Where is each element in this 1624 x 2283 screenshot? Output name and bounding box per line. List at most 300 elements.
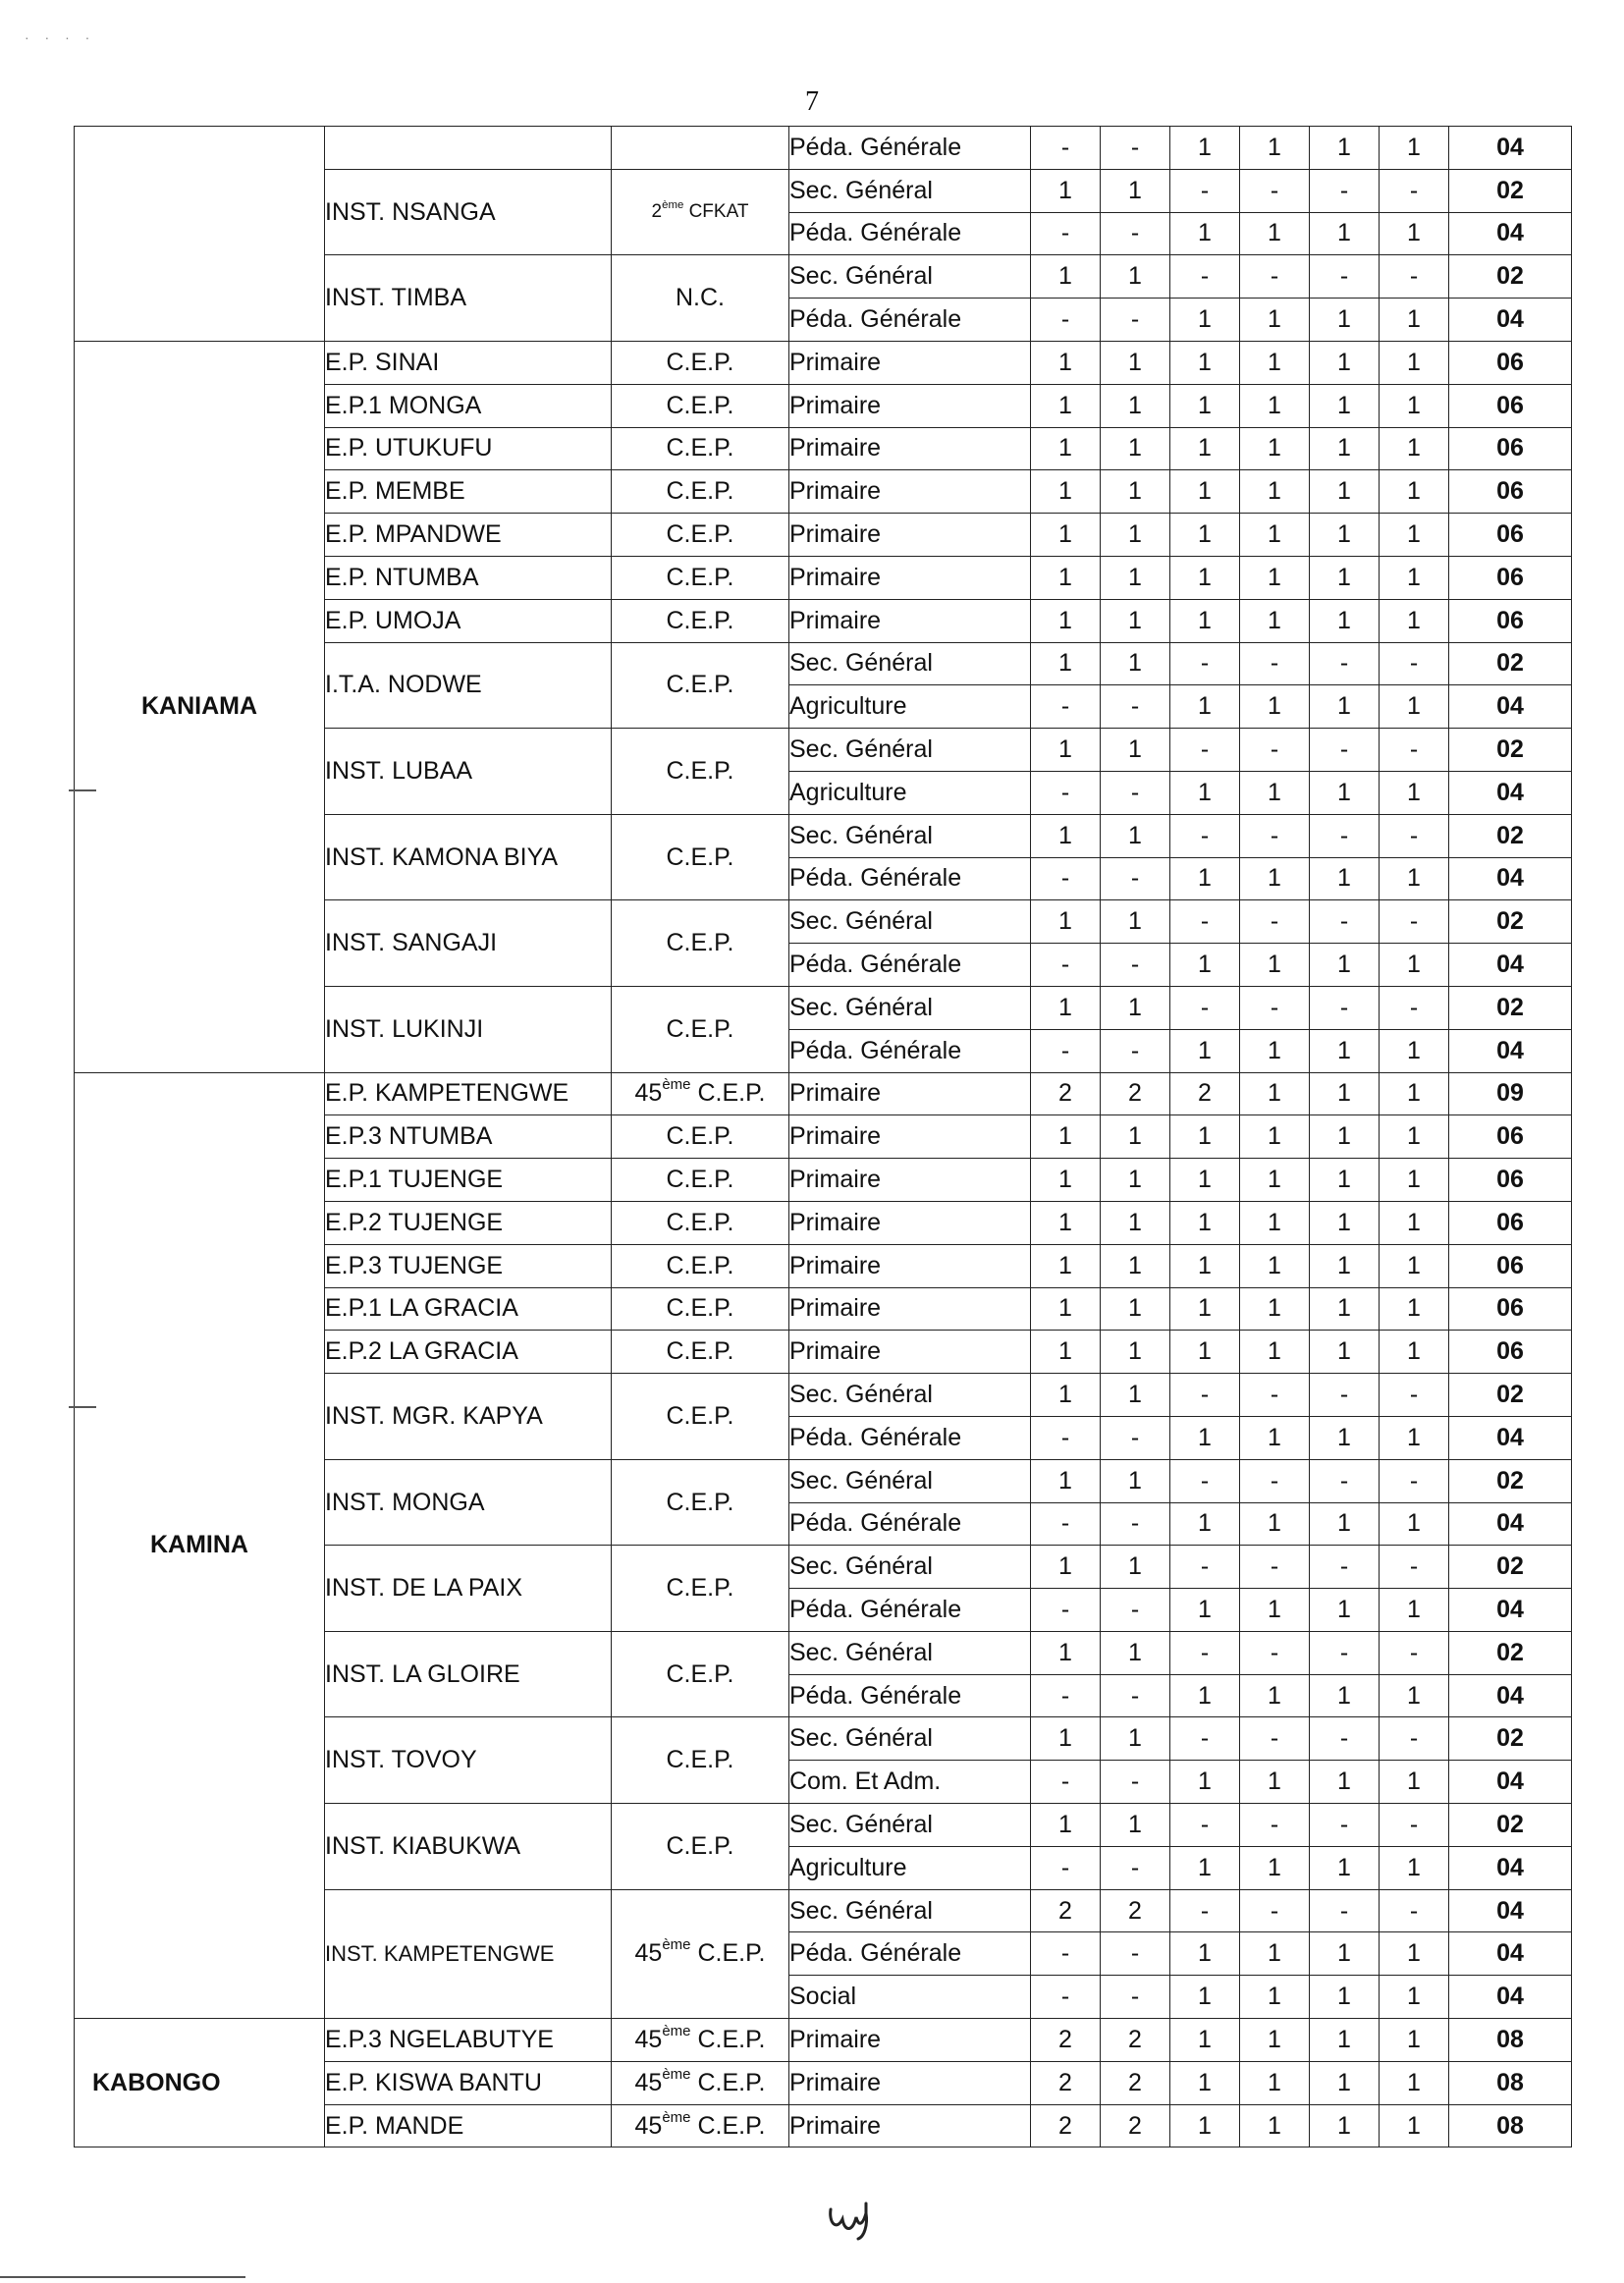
group-cell: C.E.P. bbox=[612, 470, 789, 514]
class-count-cell: - bbox=[1031, 1846, 1101, 1889]
class-count-cell: 1 bbox=[1240, 1029, 1310, 1072]
class-count-cell: 1 bbox=[1240, 1416, 1310, 1459]
class-count-cell: - bbox=[1240, 642, 1310, 685]
class-count-cell: - bbox=[1380, 900, 1449, 944]
group-cell: C.E.P. bbox=[612, 642, 789, 729]
class-count-cell: 1 bbox=[1101, 514, 1170, 557]
class-count-cell: - bbox=[1240, 1546, 1310, 1589]
class-count-cell: 1 bbox=[1380, 556, 1449, 599]
section-cell: Péda. Générale bbox=[789, 1674, 1031, 1717]
class-count-cell: 1 bbox=[1170, 1244, 1240, 1287]
school-name-cell: INST. LA GLOIRE bbox=[325, 1631, 612, 1717]
total-cell: 04 bbox=[1449, 1674, 1572, 1717]
section-cell: Sec. Général bbox=[789, 1717, 1031, 1761]
class-count-cell: - bbox=[1240, 255, 1310, 299]
group-cell: C.E.P. bbox=[612, 427, 789, 470]
class-count-cell: 1 bbox=[1240, 771, 1310, 814]
school-name-cell: E.P. NTUMBA bbox=[325, 556, 612, 599]
group-cell bbox=[612, 127, 789, 170]
total-cell: 02 bbox=[1449, 986, 1572, 1029]
section-cell: Primaire bbox=[789, 1201, 1031, 1244]
class-count-cell: 1 bbox=[1240, 1932, 1310, 1976]
class-count-cell: 1 bbox=[1240, 1589, 1310, 1632]
section-cell: Primaire bbox=[789, 2061, 1031, 2104]
class-count-cell: 1 bbox=[1031, 729, 1101, 772]
class-count-cell: - bbox=[1101, 1932, 1170, 1976]
class-count-cell: 1 bbox=[1240, 1846, 1310, 1889]
class-count-cell: 1 bbox=[1170, 1932, 1240, 1976]
class-count-cell: 1 bbox=[1380, 1115, 1449, 1159]
group-cell: C.E.P. bbox=[612, 341, 789, 384]
class-count-cell: 1 bbox=[1031, 1244, 1101, 1287]
class-count-cell: - bbox=[1170, 255, 1240, 299]
total-cell: 08 bbox=[1449, 2104, 1572, 2147]
total-cell: 06 bbox=[1449, 1201, 1572, 1244]
class-count-cell: 1 bbox=[1310, 944, 1380, 987]
section-cell: Sec. Général bbox=[789, 169, 1031, 212]
class-count-cell: 1 bbox=[1380, 1589, 1449, 1632]
school-name-cell: INST. KAMPETENGWE bbox=[325, 1889, 612, 2018]
group-cell: C.E.P. bbox=[612, 1201, 789, 1244]
class-count-cell: 1 bbox=[1101, 642, 1170, 685]
section-cell: Primaire bbox=[789, 1287, 1031, 1331]
class-count-cell: 1 bbox=[1310, 1287, 1380, 1331]
class-count-cell: - bbox=[1031, 944, 1101, 987]
section-cell: Sec. Général bbox=[789, 986, 1031, 1029]
class-count-cell: 1 bbox=[1240, 1331, 1310, 1374]
class-count-cell: 1 bbox=[1240, 944, 1310, 987]
school-name-cell: E.P.1 LA GRACIA bbox=[325, 1287, 612, 1331]
class-count-cell: - bbox=[1101, 299, 1170, 342]
class-count-cell: 1 bbox=[1170, 1846, 1240, 1889]
class-count-cell: - bbox=[1240, 729, 1310, 772]
class-count-cell: 1 bbox=[1170, 1761, 1240, 1804]
class-count-cell: 1 bbox=[1380, 470, 1449, 514]
territory-cell bbox=[75, 127, 325, 342]
class-count-cell: - bbox=[1031, 857, 1101, 900]
group-cell: C.E.P. bbox=[612, 1459, 789, 1546]
class-count-cell: - bbox=[1310, 1889, 1380, 1932]
school-name-cell: E.P. SINAI bbox=[325, 341, 612, 384]
class-count-cell: 1 bbox=[1310, 1589, 1380, 1632]
class-count-cell: 1 bbox=[1240, 427, 1310, 470]
total-cell: 02 bbox=[1449, 1804, 1572, 1847]
class-count-cell: 1 bbox=[1170, 1029, 1240, 1072]
class-count-cell: 1 bbox=[1310, 1159, 1380, 1202]
class-count-cell: - bbox=[1170, 1374, 1240, 1417]
group-cell: C.E.P. bbox=[612, 1546, 789, 1632]
section-cell: Sec. Général bbox=[789, 1631, 1031, 1674]
section-cell: Péda. Générale bbox=[789, 1416, 1031, 1459]
class-count-cell: 1 bbox=[1170, 1502, 1240, 1546]
total-cell: 06 bbox=[1449, 1244, 1572, 1287]
class-count-cell: 1 bbox=[1101, 1331, 1170, 1374]
class-count-cell: 1 bbox=[1031, 169, 1101, 212]
total-cell: 08 bbox=[1449, 2061, 1572, 2104]
section-cell: Sec. Général bbox=[789, 255, 1031, 299]
class-count-cell: 1 bbox=[1101, 384, 1170, 427]
class-count-cell: - bbox=[1240, 814, 1310, 857]
class-count-cell: - bbox=[1101, 127, 1170, 170]
school-name-cell: INST. LUBAA bbox=[325, 729, 612, 815]
class-count-cell: - bbox=[1310, 814, 1380, 857]
school-name-cell: INST. MGR. KAPYA bbox=[325, 1374, 612, 1460]
group-cell: 45ème C.E.P. bbox=[612, 2019, 789, 2062]
section-cell: Sec. Général bbox=[789, 729, 1031, 772]
class-count-cell: 1 bbox=[1310, 2061, 1380, 2104]
class-count-cell: 1 bbox=[1101, 1201, 1170, 1244]
class-count-cell: 1 bbox=[1240, 1201, 1310, 1244]
class-count-cell: 1 bbox=[1310, 1029, 1380, 1072]
class-count-cell: - bbox=[1310, 900, 1380, 944]
class-count-cell: 1 bbox=[1310, 1201, 1380, 1244]
school-name-cell: E.P.2 TUJENGE bbox=[325, 1201, 612, 1244]
section-cell: Primaire bbox=[789, 556, 1031, 599]
class-count-cell: 2 bbox=[1031, 2061, 1101, 2104]
class-count-cell: 1 bbox=[1240, 1115, 1310, 1159]
class-count-cell: 1 bbox=[1310, 771, 1380, 814]
class-count-cell: 1 bbox=[1240, 1244, 1310, 1287]
class-count-cell: 1 bbox=[1240, 1072, 1310, 1115]
school-name-cell: E.P.3 NGELABUTYE bbox=[325, 2019, 612, 2062]
section-cell: Social bbox=[789, 1976, 1031, 2019]
class-count-cell: 1 bbox=[1240, 857, 1310, 900]
class-count-cell: - bbox=[1240, 1804, 1310, 1847]
class-count-cell: 1 bbox=[1031, 1546, 1101, 1589]
scan-speck-marks: · · · · bbox=[25, 29, 96, 45]
class-count-cell: 1 bbox=[1310, 857, 1380, 900]
class-count-cell: 1 bbox=[1310, 212, 1380, 255]
class-count-cell: - bbox=[1380, 986, 1449, 1029]
class-count-cell: - bbox=[1031, 299, 1101, 342]
territory-cell: KANIAMA bbox=[75, 341, 325, 1072]
section-cell: Primaire bbox=[789, 384, 1031, 427]
class-count-cell: 1 bbox=[1240, 599, 1310, 642]
class-count-cell: 1 bbox=[1170, 1589, 1240, 1632]
class-count-cell: 1 bbox=[1170, 1201, 1240, 1244]
class-count-cell: 1 bbox=[1310, 1331, 1380, 1374]
section-cell: Sec. Général bbox=[789, 1459, 1031, 1502]
footer-rule bbox=[0, 2276, 245, 2278]
total-cell: 04 bbox=[1449, 685, 1572, 729]
class-count-cell: 1 bbox=[1170, 2061, 1240, 2104]
class-count-cell: 1 bbox=[1240, 1976, 1310, 2019]
class-count-cell: - bbox=[1170, 1546, 1240, 1589]
class-count-cell: 1 bbox=[1310, 2104, 1380, 2147]
group-cell: 45ème C.E.P. bbox=[612, 2061, 789, 2104]
class-count-cell: 1 bbox=[1380, 1159, 1449, 1202]
class-count-cell: 1 bbox=[1170, 1115, 1240, 1159]
class-count-cell: - bbox=[1031, 1976, 1101, 2019]
class-count-cell: - bbox=[1031, 685, 1101, 729]
class-count-cell: 1 bbox=[1310, 341, 1380, 384]
group-cell: C.E.P. bbox=[612, 1287, 789, 1331]
total-cell: 02 bbox=[1449, 642, 1572, 685]
class-count-cell: - bbox=[1031, 212, 1101, 255]
total-cell: 04 bbox=[1449, 212, 1572, 255]
class-count-cell: - bbox=[1170, 1889, 1240, 1932]
class-count-cell: - bbox=[1380, 1546, 1449, 1589]
class-count-cell: 1 bbox=[1380, 1502, 1449, 1546]
class-count-cell: - bbox=[1101, 685, 1170, 729]
total-cell: 02 bbox=[1449, 814, 1572, 857]
class-count-cell: 1 bbox=[1380, 599, 1449, 642]
table-body bbox=[75, 127, 1572, 2147]
class-count-cell: - bbox=[1101, 1589, 1170, 1632]
total-cell: 04 bbox=[1449, 299, 1572, 342]
class-count-cell: 2 bbox=[1170, 1072, 1240, 1115]
group-cell: C.E.P. bbox=[612, 514, 789, 557]
class-count-cell: 1 bbox=[1170, 2104, 1240, 2147]
section-cell: Primaire bbox=[789, 1072, 1031, 1115]
class-count-cell: 1 bbox=[1310, 2019, 1380, 2062]
total-cell: 04 bbox=[1449, 1976, 1572, 2019]
class-count-cell: 2 bbox=[1031, 2104, 1101, 2147]
class-count-cell: 1 bbox=[1101, 814, 1170, 857]
group-cell: 45ème C.E.P. bbox=[612, 1889, 789, 2018]
total-cell: 06 bbox=[1449, 1159, 1572, 1202]
section-cell: Péda. Générale bbox=[789, 944, 1031, 987]
group-cell: C.E.P. bbox=[612, 1631, 789, 1717]
class-count-cell: 1 bbox=[1380, 127, 1449, 170]
class-count-cell: - bbox=[1101, 1674, 1170, 1717]
total-cell: 06 bbox=[1449, 556, 1572, 599]
class-count-cell: 1 bbox=[1240, 470, 1310, 514]
total-cell: 04 bbox=[1449, 1416, 1572, 1459]
class-count-cell: - bbox=[1170, 169, 1240, 212]
class-count-cell: 1 bbox=[1310, 1416, 1380, 1459]
class-count-cell: 1 bbox=[1240, 1674, 1310, 1717]
section-cell: Agriculture bbox=[789, 771, 1031, 814]
section-cell: Primaire bbox=[789, 470, 1031, 514]
total-cell: 02 bbox=[1449, 1631, 1572, 1674]
class-count-cell: - bbox=[1031, 771, 1101, 814]
school-name-cell: E.P.3 NTUMBA bbox=[325, 1115, 612, 1159]
section-cell: Péda. Générale bbox=[789, 127, 1031, 170]
class-count-cell: 2 bbox=[1031, 1072, 1101, 1115]
class-count-cell: 1 bbox=[1031, 1115, 1101, 1159]
class-count-cell: 1 bbox=[1380, 2061, 1449, 2104]
class-count-cell: - bbox=[1380, 814, 1449, 857]
school-name-cell: E.P. UTUKUFU bbox=[325, 427, 612, 470]
class-count-cell: - bbox=[1240, 1374, 1310, 1417]
class-count-cell: 1 bbox=[1310, 1761, 1380, 1804]
class-count-cell: - bbox=[1170, 1804, 1240, 1847]
total-cell: 04 bbox=[1449, 1889, 1572, 1932]
class-count-cell: 1 bbox=[1170, 1976, 1240, 2019]
class-count-cell: 1 bbox=[1170, 2019, 1240, 2062]
class-count-cell: - bbox=[1240, 1631, 1310, 1674]
class-count-cell: 1 bbox=[1101, 1115, 1170, 1159]
class-count-cell: 1 bbox=[1031, 514, 1101, 557]
class-count-cell: 1 bbox=[1310, 470, 1380, 514]
class-count-cell: - bbox=[1031, 127, 1101, 170]
class-count-cell: - bbox=[1310, 169, 1380, 212]
class-count-cell: 1 bbox=[1031, 1717, 1101, 1761]
class-count-cell: 1 bbox=[1101, 1244, 1170, 1287]
allocation-table bbox=[74, 126, 1572, 2147]
class-count-cell: - bbox=[1380, 1717, 1449, 1761]
class-count-cell: - bbox=[1101, 1416, 1170, 1459]
total-cell: 04 bbox=[1449, 1589, 1572, 1632]
total-cell: 06 bbox=[1449, 384, 1572, 427]
class-count-cell: 2 bbox=[1101, 1889, 1170, 1932]
class-count-cell: 1 bbox=[1101, 427, 1170, 470]
total-cell: 04 bbox=[1449, 1932, 1572, 1976]
class-count-cell: - bbox=[1310, 1631, 1380, 1674]
school-name-cell: INST. SANGAJI bbox=[325, 900, 612, 987]
class-count-cell: 1 bbox=[1240, 1502, 1310, 1546]
total-cell: 08 bbox=[1449, 2019, 1572, 2062]
school-name-cell: E.P.2 LA GRACIA bbox=[325, 1331, 612, 1374]
group-cell: 45ème C.E.P. bbox=[612, 1072, 789, 1115]
group-cell: C.E.P. bbox=[612, 1159, 789, 1202]
class-count-cell: 1 bbox=[1031, 1459, 1101, 1502]
class-count-cell: 1 bbox=[1031, 556, 1101, 599]
total-cell: 04 bbox=[1449, 1761, 1572, 1804]
class-count-cell: - bbox=[1310, 1374, 1380, 1417]
total-cell: 06 bbox=[1449, 1115, 1572, 1159]
total-cell: 02 bbox=[1449, 1374, 1572, 1417]
class-count-cell: 1 bbox=[1170, 1159, 1240, 1202]
class-count-cell: 1 bbox=[1380, 1201, 1449, 1244]
class-count-cell: - bbox=[1101, 771, 1170, 814]
class-count-cell: 1 bbox=[1170, 685, 1240, 729]
class-count-cell: 1 bbox=[1101, 1159, 1170, 1202]
class-count-cell: 1 bbox=[1101, 1631, 1170, 1674]
class-count-cell: - bbox=[1101, 1502, 1170, 1546]
class-count-cell: 1 bbox=[1031, 599, 1101, 642]
class-count-cell: - bbox=[1380, 1804, 1449, 1847]
class-count-cell: 1 bbox=[1101, 900, 1170, 944]
total-cell: 06 bbox=[1449, 1287, 1572, 1331]
class-count-cell: 2 bbox=[1101, 1072, 1170, 1115]
class-count-cell: 1 bbox=[1031, 642, 1101, 685]
total-cell: 06 bbox=[1449, 341, 1572, 384]
class-count-cell: - bbox=[1240, 169, 1310, 212]
class-count-cell: 1 bbox=[1101, 729, 1170, 772]
total-cell: 06 bbox=[1449, 427, 1572, 470]
class-count-cell: 1 bbox=[1031, 1631, 1101, 1674]
class-count-cell: 1 bbox=[1101, 1546, 1170, 1589]
group-cell: C.E.P. bbox=[612, 1115, 789, 1159]
class-count-cell: 1 bbox=[1380, 771, 1449, 814]
total-cell: 04 bbox=[1449, 857, 1572, 900]
margin-tick-mark bbox=[69, 789, 96, 791]
section-cell: Primaire bbox=[789, 1244, 1031, 1287]
section-cell: Péda. Générale bbox=[789, 1932, 1031, 1976]
section-cell: Sec. Général bbox=[789, 1546, 1031, 1589]
class-count-cell: - bbox=[1380, 1631, 1449, 1674]
initials-signature bbox=[823, 2192, 882, 2241]
school-name-cell: E.P. MEMBE bbox=[325, 470, 612, 514]
class-count-cell: - bbox=[1310, 1804, 1380, 1847]
class-count-cell: - bbox=[1170, 900, 1240, 944]
section-cell: Primaire bbox=[789, 2104, 1031, 2147]
class-count-cell: - bbox=[1101, 1846, 1170, 1889]
group-cell: N.C. bbox=[612, 255, 789, 342]
class-count-cell: - bbox=[1170, 1459, 1240, 1502]
school-name-cell: INST. KIABUKWA bbox=[325, 1804, 612, 1890]
class-count-cell: 1 bbox=[1310, 1244, 1380, 1287]
total-cell: 04 bbox=[1449, 944, 1572, 987]
class-count-cell: - bbox=[1101, 212, 1170, 255]
school-name-cell: INST. LUKINJI bbox=[325, 986, 612, 1072]
class-count-cell: 1 bbox=[1101, 1287, 1170, 1331]
class-count-cell: - bbox=[1031, 1029, 1101, 1072]
class-count-cell: 1 bbox=[1240, 212, 1310, 255]
class-count-cell: 1 bbox=[1380, 1674, 1449, 1717]
class-count-cell: 1 bbox=[1170, 341, 1240, 384]
section-cell: Primaire bbox=[789, 1159, 1031, 1202]
class-count-cell: 1 bbox=[1380, 427, 1449, 470]
class-count-cell: 1 bbox=[1031, 470, 1101, 514]
class-count-cell: 1 bbox=[1380, 2104, 1449, 2147]
total-cell: 02 bbox=[1449, 1717, 1572, 1761]
class-count-cell: 1 bbox=[1170, 127, 1240, 170]
class-count-cell: 1 bbox=[1240, 1159, 1310, 1202]
total-cell: 02 bbox=[1449, 729, 1572, 772]
class-count-cell: 1 bbox=[1240, 341, 1310, 384]
total-cell: 02 bbox=[1449, 1546, 1572, 1589]
section-cell: Péda. Générale bbox=[789, 857, 1031, 900]
class-count-cell: - bbox=[1380, 1459, 1449, 1502]
school-name-cell: E.P. MPANDWE bbox=[325, 514, 612, 557]
margin-tick-mark bbox=[69, 1406, 96, 1408]
total-cell: 02 bbox=[1449, 1459, 1572, 1502]
class-count-cell: - bbox=[1101, 1976, 1170, 2019]
total-cell: 09 bbox=[1449, 1072, 1572, 1115]
class-count-cell: 1 bbox=[1310, 514, 1380, 557]
class-count-cell: 1 bbox=[1240, 2061, 1310, 2104]
class-count-cell: 1 bbox=[1170, 771, 1240, 814]
class-count-cell: 1 bbox=[1101, 341, 1170, 384]
total-cell: 06 bbox=[1449, 470, 1572, 514]
class-count-cell: 1 bbox=[1031, 1159, 1101, 1202]
section-cell: Agriculture bbox=[789, 685, 1031, 729]
section-cell: Primaire bbox=[789, 514, 1031, 557]
class-count-cell: 1 bbox=[1310, 685, 1380, 729]
class-count-cell: - bbox=[1240, 986, 1310, 1029]
class-count-cell: - bbox=[1310, 1546, 1380, 1589]
section-cell: Sec. Général bbox=[789, 1804, 1031, 1847]
class-count-cell: 1 bbox=[1310, 1976, 1380, 2019]
class-count-cell: 1 bbox=[1170, 299, 1240, 342]
table-row bbox=[75, 127, 1572, 170]
section-cell: Primaire bbox=[789, 1115, 1031, 1159]
class-count-cell: 1 bbox=[1170, 599, 1240, 642]
class-count-cell: 1 bbox=[1101, 169, 1170, 212]
class-count-cell: 1 bbox=[1031, 341, 1101, 384]
class-count-cell: 1 bbox=[1101, 556, 1170, 599]
class-count-cell: 1 bbox=[1380, 341, 1449, 384]
section-cell: Sec. Général bbox=[789, 1889, 1031, 1932]
class-count-cell: 1 bbox=[1380, 1932, 1449, 1976]
class-count-cell: 1 bbox=[1031, 814, 1101, 857]
class-count-cell: 1 bbox=[1380, 1244, 1449, 1287]
class-count-cell: 1 bbox=[1380, 1976, 1449, 2019]
class-count-cell: 1 bbox=[1310, 1115, 1380, 1159]
class-count-cell: 1 bbox=[1101, 1459, 1170, 1502]
section-cell: Péda. Générale bbox=[789, 1029, 1031, 1072]
school-name-cell: INST. TIMBA bbox=[325, 255, 612, 342]
section-cell: Agriculture bbox=[789, 1846, 1031, 1889]
class-count-cell: 1 bbox=[1240, 514, 1310, 557]
class-count-cell: - bbox=[1031, 1761, 1101, 1804]
class-count-cell: - bbox=[1170, 642, 1240, 685]
class-count-cell: 1 bbox=[1170, 857, 1240, 900]
total-cell: 06 bbox=[1449, 1331, 1572, 1374]
